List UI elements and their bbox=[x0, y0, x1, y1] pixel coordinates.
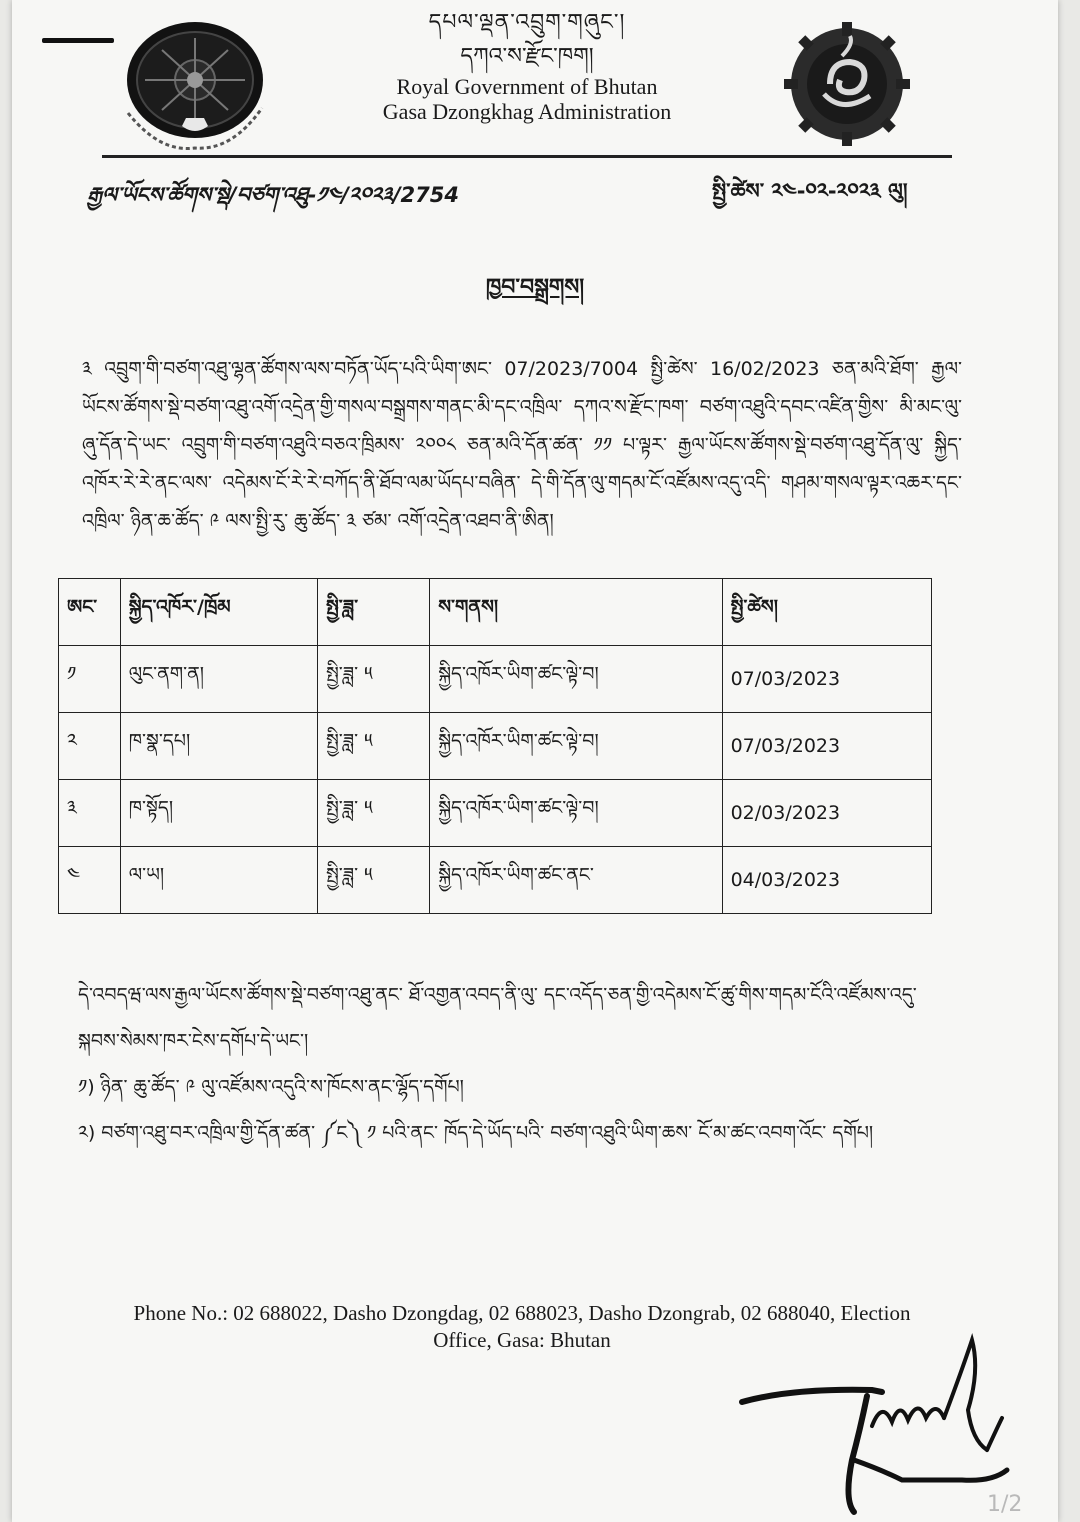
cell-month: སྤྱི་ཟླ་ ༥ bbox=[317, 646, 429, 713]
letterhead-government-english: Royal Government of Bhutan bbox=[396, 74, 658, 99]
col-header-gewog: སྐྱིད་འཁོར་/ཁྲོམ bbox=[120, 579, 317, 646]
cell-number: ༣ bbox=[59, 780, 121, 847]
table-header-row bbox=[59, 579, 932, 646]
letterhead-government-dzongkha: དཔལ་ལྡན་འབྲུག་གཞུང་། bbox=[428, 10, 626, 35]
cell-venue: སྐྱིད་འཁོར་ཡིག་ཚང་ནང་ bbox=[430, 847, 722, 914]
footer-address-line: Office, Gasa: Bhutan bbox=[433, 1328, 611, 1352]
letterhead bbox=[312, 6, 742, 124]
table-row bbox=[59, 847, 932, 914]
cell-gewog: ལུང་ནག་ན། bbox=[120, 646, 317, 713]
letterhead-administration-english: Gasa Dzongkhag Administration bbox=[382, 99, 672, 124]
table-row bbox=[59, 713, 932, 780]
letterhead-divider bbox=[102, 155, 952, 158]
letterhead-dzongkhag-dzongkha: དཀའ་ས་རྫོང་ཁག། bbox=[460, 44, 594, 69]
instructions bbox=[78, 972, 958, 1156]
col-header-venue: ས་གནས། bbox=[430, 579, 722, 646]
schedule-table bbox=[58, 578, 932, 914]
instructions-intro: དེ་འབདཝ་ལས་རྒྱལ་ཡོངས་ཚོགས་སྡེ་བཙག་འཐུ་ནང་ ཐོ་འགྱན་འབད་ནི་ལུ་ དང་འདོད་ཅན་གྱི་འདེམས་ངོ་ཚུ་གིས་གདམ་ངོའི་འཛོམས་འདུ་སྐབས་སེམས་ཁར་ངེས་དགོཔ་དེ་ཡང་། bbox=[78, 984, 917, 1052]
letter-date: སྤྱི་ཚེས་ ༢༤-༠༢-༢༠༢༣ ལུ། bbox=[712, 179, 908, 203]
cell-month: སྤྱི་ཟླ་ ༥ bbox=[317, 713, 429, 780]
gasa-dzongkhag-seal-icon bbox=[120, 18, 270, 153]
table-row bbox=[59, 646, 932, 713]
cell-date: 02/03/2023 bbox=[722, 780, 931, 847]
cell-date: 07/03/2023 bbox=[722, 713, 931, 780]
cell-venue: སྐྱིད་འཁོར་ཡིག་ཚང་ལྟེ་བ། bbox=[430, 713, 722, 780]
notice-body-paragraph: ༣ འབྲུག་གི་བཙག་འཐུ་ལྷན་ཚོགས་ལས་བཏོན་ཡོད་པའི་ཡིག་ཨང་ 07/2023/7004 སྤྱི་ཚེས་ 16/02/2023 ཅན་མའི་ཐོག་ རྒྱལ་ཡོངས་ཚོགས་སྡེ་བཙག་འཐུ་འགོ་འདྲེན་གྱི་གསལ་བསྒྲགས་གནང་མི་དང་འཁྲིལ་ དཀའ་ས་རྫོང་ཁག་ བཙག་འཐུའི་དབང་འཛིན་གྱིས་ མི་མང་ལུ་ ཞུ་དོན་དེ་ཡང་ འབྲུག་གི་བཙག་འཐུའི་བཅའ་ཁྲིམས་ ༢༠༠༨ ཅན་མའི་དོན་ཚན་ ༡༡ པ་ལྟར་ རྒྱལ་ཡོངས་ཚོགས་སྡེ་བཙག་འཐུ་དོན་ལུ་ སྐྱིད་འཁོར་རེ་རེ་ནང་ལས་ འདེམས་ངོ་རེ་རེ་བཀོད་ནི་ཐོབ་ལམ་ཡོདཔ་བཞིན་ དེ་གི་དོན་ལུ་གདམ་ངོ་འཛོམས་འདུ་འདི་ གཤམ་གསལ་ལྟར་འཆར་དང་འཁྲིལ་ ཉིན་ཆ་ཚོད་ ༩ ལས་སྤྱི་རུ་ ཆུ་ཚོད་ ༣ ཙམ་ འགོ་འདྲེན་འཐབ་ནི་ཨིན། bbox=[82, 358, 962, 532]
col-header-date: སྤྱི་ཚེས། bbox=[722, 579, 931, 646]
document-page bbox=[12, 0, 1058, 1522]
cell-month: སྤྱི་ཟླ་ ༥ bbox=[317, 847, 429, 914]
cell-number: ༡ bbox=[59, 646, 121, 713]
instruction-item-2: ༢) བཙག་འཐུ་བར་འཁྲིལ་གྱི་དོན་ཚན་ ༼ང༽ ༡ པའི་ནང་ ཁོད་དེ་ཡོད་པའི་ བཙག་འཐུའི་ཡིག་ཆས་ ངོ་མ་ཚང་འབག་འོང་ དགོཔ། bbox=[78, 1122, 874, 1144]
margin-mark bbox=[42, 38, 114, 43]
cell-date: 07/03/2023 bbox=[722, 646, 931, 713]
cell-venue: སྐྱིད་འཁོར་ཡིག་ཚང་ལྟེ་བ། bbox=[430, 646, 722, 713]
table-row bbox=[59, 780, 932, 847]
election-commission-emblem-icon bbox=[772, 22, 922, 147]
col-header-number: ཨང་ bbox=[59, 579, 121, 646]
cell-number: ༤ bbox=[59, 847, 121, 914]
cell-gewog: ལ་ཡ། bbox=[120, 847, 317, 914]
cell-venue: སྐྱིད་འཁོར་ཡིག་ཚང་ལྟེ་བ། bbox=[430, 780, 722, 847]
cell-month: སྤྱི་ཟླ་ ༥ bbox=[317, 780, 429, 847]
col-header-month: སྤྱི་ཟླ་ bbox=[317, 579, 429, 646]
reference-number: རྒྱལ་ཡོངས་ཚོགས་སྡེ/བཙག་འཐུ-༡༤/༢༠༢༣/2754 bbox=[87, 183, 459, 207]
footer-phone-line: Phone No.: 02 688022, Dasho Dzongdag, 02 688023, Dasho Dzongrab, 02 688040, Election bbox=[133, 1301, 911, 1325]
cell-date: 04/03/2023 bbox=[722, 847, 931, 914]
page-indicator: 1/2 bbox=[987, 1492, 1023, 1517]
notice-title: ཁྱབ་བསྒྲགས། bbox=[485, 275, 585, 300]
cell-number: ༢ bbox=[59, 713, 121, 780]
instruction-item-1: ༡) ཉིན་ ཆུ་ཚོད་ ༩ ལུ་འཛོམས་འདུའི་ས་ཁོངས་ནང་ལྷོད་དགོཔ། bbox=[78, 1076, 464, 1098]
cell-gewog: ཁ་སྣ་དཔ། bbox=[120, 713, 317, 780]
cell-gewog: ཁ་སྟོད། bbox=[120, 780, 317, 847]
